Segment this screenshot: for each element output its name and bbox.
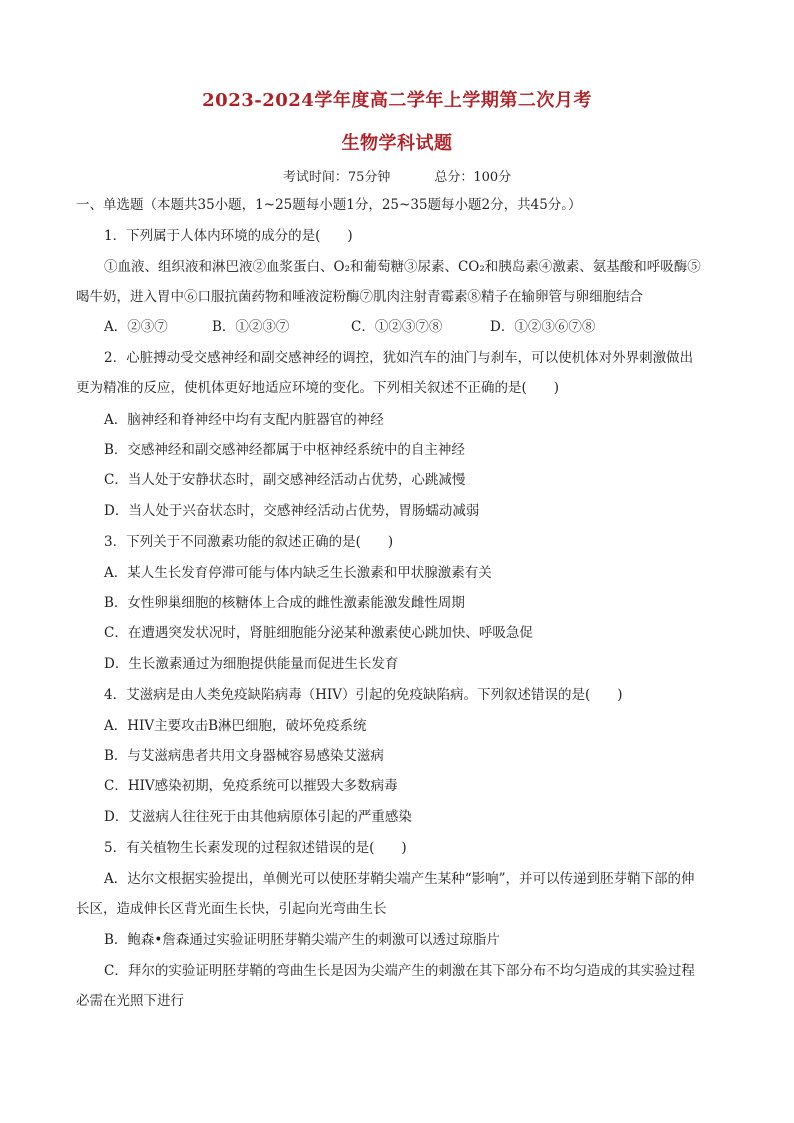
exam-total-score: 总分：100分 bbox=[434, 170, 512, 185]
q3-option-b: B．女性卵巢细胞的核糖体上合成的雌性激素能激发雌性周期 bbox=[104, 595, 465, 611]
q1-items-line1: ①血液、组织液和淋巴液②血浆蛋白、O₂和葡萄糖③尿素、CO₂和胰岛素④激素、氨基酸和呼吸酶⑤ bbox=[104, 259, 701, 275]
q2-stem-line2: 更为精准的反应，使机体更好地适应环境的变化。下列相关叙述不正确的是( ) bbox=[76, 380, 560, 396]
q5-stem: 5．有关植物生长素发现的过程叙述错误的是( ) bbox=[104, 840, 407, 856]
q2-option-b: B．交感神经和副交感神经都属于中枢神经系统中的自主神经 bbox=[104, 442, 465, 458]
q2-option-d: D．当人处于兴奋状态时，交感神经活动占优势，胃肠蠕动减弱 bbox=[104, 503, 480, 519]
q4-option-d: D．艾滋病人往往死于由其他病原体引起的严重感染 bbox=[104, 809, 412, 825]
q1-stem: 1．下列属于人体内环境的成分的是( ) bbox=[104, 228, 353, 244]
section-heading: 一、单选题（本题共35小题，1~25题每小题1分，25~35题每小题2分，共45分。） bbox=[76, 197, 582, 213]
q2-option-a: A．脑神经和脊神经中均有支配内脏器官的神经 bbox=[104, 412, 384, 428]
q1-option-d: D．①②③⑥⑦⑧ bbox=[490, 319, 596, 335]
q5-option-a-line2: 长区，造成伸长区背光面生长快，引起向光弯曲生长 bbox=[76, 901, 387, 917]
q3-option-c: C．在遭遇突发状况时，肾脏细胞能分泌某种激素使心跳加快、呼吸急促 bbox=[104, 625, 533, 641]
q4-option-c: C．HIV感染初期，免疫系统可以摧毁大多数病毒 bbox=[104, 778, 398, 794]
q1-items-line2: 喝牛奶，进入胃中⑥口服抗菌药物和唾液淀粉酶⑦肌肉注射青霉素⑧精子在输卵管与卵细胞结合 bbox=[76, 289, 643, 305]
q2-stem-line1: 2．心脏搏动受交感神经和副交感神经的调控，犹如汽车的油门与刹车，可以使机体对外界刺激做出 bbox=[104, 350, 694, 366]
q3-stem: 3．下列关于不同激素功能的叙述正确的是( ) bbox=[104, 534, 394, 550]
q2-option-c: C．当人处于安静状态时，副交感神经活动占优势，心跳减慢 bbox=[104, 472, 466, 488]
q1-option-a: A．②③⑦ bbox=[104, 319, 168, 335]
q5-option-b: B．鲍森•詹森通过实验证明胚芽鞘尖端产生的刺激可以透过琼脂片 bbox=[104, 932, 500, 948]
q1-option-c: C．①②③⑦⑧ bbox=[351, 319, 443, 335]
q5-option-c-line2: 必需在光照下进行 bbox=[76, 993, 184, 1009]
q1-option-b: B．①②③⑦ bbox=[212, 319, 290, 335]
q1-options bbox=[104, 317, 704, 337]
q4-option-a: A．HIV主要攻击B淋巴细胞，破坏免疫系统 bbox=[104, 718, 367, 734]
exam-subtitle: 生物学科试题 bbox=[341, 133, 453, 154]
q5-option-c-line1: C．拜尔的实验证明胚芽鞘的弯曲生长是因为尖端产生的刺激在其下部分布不均匀造成的其实验过程 bbox=[104, 963, 695, 979]
q5-option-a-line1: A．达尔文根据实验提出，单侧光可以使胚芽鞘尖端产生某种“影响”，并可以传递到胚芽鞘下部的伸 bbox=[104, 871, 695, 887]
exam-time: 考试时间：75分钟 bbox=[282, 170, 391, 185]
exam-title: 2023-2024学年度高二学年上学期第二次月考 bbox=[202, 90, 592, 111]
q3-option-a: A．某人生长发育停滞可能与体内缺乏生长激素和甲状腺激素有关 bbox=[104, 565, 492, 581]
exam-meta bbox=[0, 166, 794, 185]
q4-stem: 4．艾滋病是由人类免疫缺陷病毒（HIV）引起的免疫缺陷病。下列叙述错误的是( ) bbox=[104, 687, 623, 703]
q3-option-d: D．生长激素通过为细胞提供能量而促进生长发育 bbox=[104, 656, 399, 672]
q4-option-b: B．与艾滋病患者共用文身器械容易感染艾滋病 bbox=[104, 748, 384, 764]
